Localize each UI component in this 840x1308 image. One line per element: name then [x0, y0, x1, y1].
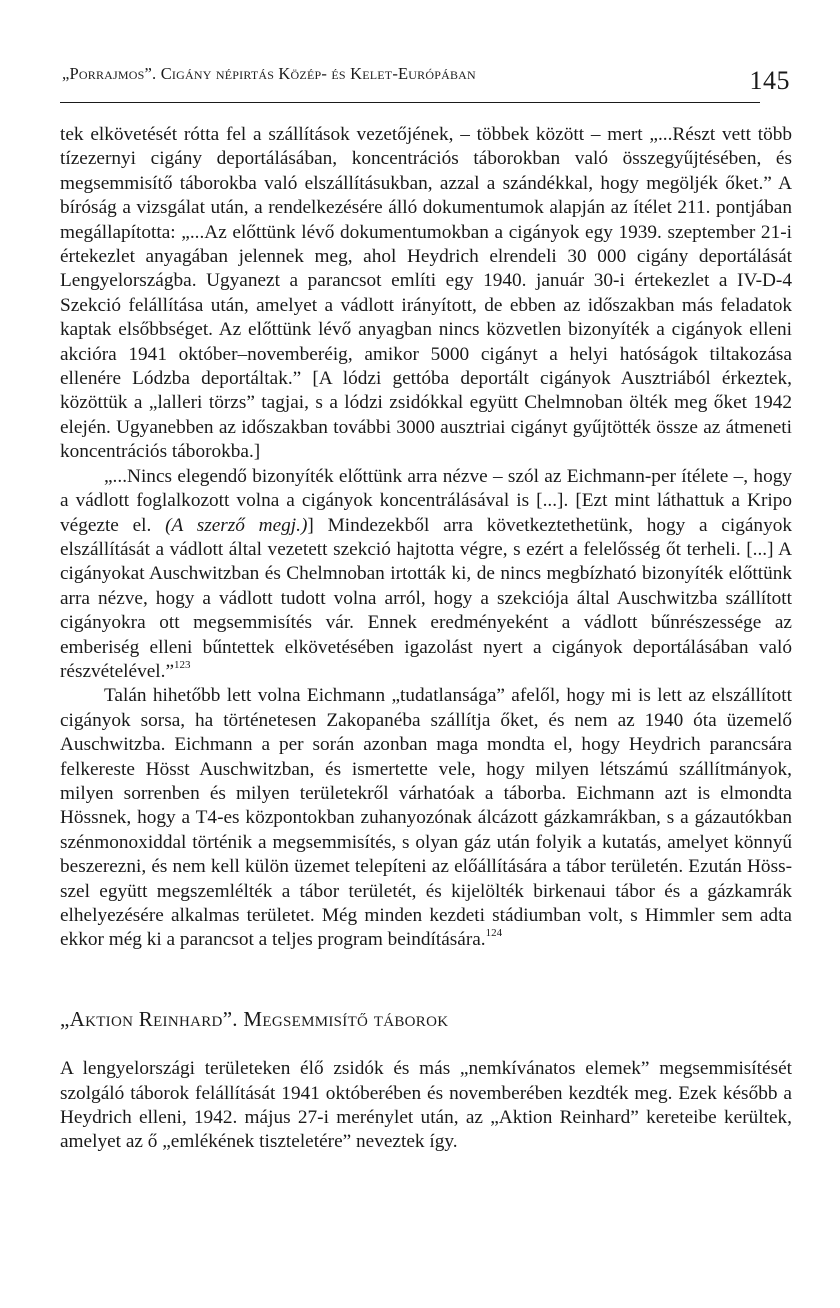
book-page	[60, 52, 792, 1155]
running-header	[60, 52, 790, 103]
paragraph-eichmann-ignorance	[60, 684, 792, 952]
paragraph-eichmann-verdict	[60, 465, 792, 685]
footnote-marker[interactable]: 124	[485, 927, 503, 940]
running-title: „Porrajmos”. Cigány népirtás Közép- és Kelet-Európában	[62, 64, 476, 83]
section-heading: „Aktion Reinhard”. Megsemmisítő táborok	[60, 1006, 449, 1031]
paragraph-text: A lengyelországi területeken élő zsidók és más „nemkívánatos elemek” megsemmisítését szolgáló táborok felállítását 1941 októberében és novemberében kezdték meg. Ezek később a Heydrich elleni, 1942. május 27-i merénylet után, az „Aktion Reinhard” kereteibe kerültek, amelyet az ő „emlékének tiszteletére” neveztek így.	[60, 1058, 792, 1153]
paragraph-text: „...Nincs elegendő bizonyíték előttünk arra nézve – szól az Eichmann-per ítélete –, hogy a vádlott foglalkozott volna a cigányok koncentrálásával is [...]. [Ezt mint láthattuk a Kripo végezte el.	[60, 465, 792, 536]
footnote-marker[interactable]: 123	[174, 658, 191, 671]
body-text	[60, 123, 792, 1155]
paragraph-text: Talán hihetőbb lett volna Eichmann „tudatlansága” afelől, hogy mi is lett az elszállított cigányok sorsa, ha történetesen Zakopanéba szállítja őket, és nem az 1940 óta üzemelő Auschwitzba. Eichmann a per során azonban maga mondta el, hogy Heydrich parancsára felkereste Hösst Auschwitzban, és ismertette vele, hogy milyen létszámú szállítmányok, milyen sorrenben és milyen területekről várhatóak a táborba. Eichmann azt is elmondta Hössnek, hogy a T4-es központokban zuhanyozónak álcázott gázkamrákban, s a gázautókban szénmonoxiddal történik a megsemmisítés, s olyan gáz után folyik a kutatás, amelyet könnyű beszerezni, és nem kell külön üzemet telepíteni az előállítására a tábor területén. Ezután Höss-szel együtt megszemlélték a tábor területét, és kijelölték birkenaui tábor és a gázkamrák elhelyezésére alkalmas területet. Még minden kezdeti stádiumban volt, s Himmler sem adta ekkor még ki a parancsot a teljes program beindítására.	[60, 685, 792, 951]
author-note: (A szerző megj.)	[165, 514, 308, 536]
paragraph-text: tek elkövetését rótta fel a szállítások vezetőjének, – többek között – mert „...Részt vett több tízezernyi cigány deportálásában, koncentrációs táborokban való összegyűjtésében, és megsemmisítő táborokba való elszállításukban, azzal a szándékkal, hogy megöljék őket.” A bíróság a vizsgálat után, a rendelkezésére álló dokumentumok alapján az ítélet 211. pontjában megállapította: „...Az előttünk lévő dokumentumokban a cigányok egy 1939. szeptember 21-i értekezlet anyagában jelennek meg, ahol Heydrich elrendeli 30 000 cigány deportálását Lengyelországba. Ugyanezt a parancsot említi egy 1940. január 30-i értekezlet a IV-D-4 Szekció felállítása után, amelyet a vádlott irányított, de ebben az időszakban más feladatok kaptak elsőbbséget. Az előttünk lévő anyagban nincs közvetlen bizonyíték a cigányok elleni akcióra 1941 október–novemberéig, amikor 5000 cigányt a helyi hatóságok tiltakozása ellenére Lódzba deportáltak.” [A lódzi gettóba deportált cigányok Ausztriából érkeztek, közöttük a „lalleri törzs” tagjai, s a lódzi zsidókkal együtt Chelmnoban ölték meg őket 1942 elején. Ugyanebben az időszakban további 3000 ausztriai cigányt gyűjtötték össze az átmeneti koncentrációs táborokba.]	[60, 124, 792, 463]
paragraph-continuation	[60, 123, 792, 465]
page-number: 145	[749, 66, 790, 95]
paragraph-text: ] Mindezekből arra következtethetünk, hogy a cigányok elszállítását a vádlott által vezetett szekció hajtotta végre, s ezért a felelősség őt terheli. [...] A cigányokat Auschwitzban és Chelmnoban irtották ki, de nincs megbízható bizonyíték előttünk arra nézve, hogy a vádlott tudott volna arról, hogy a szekciója által Auschwitzba szállított cigányokra ott megsemmisítés vár. Ennek eredményeként a vádlott bűnrészessége az emberiség elleni bűntettek elkövetésében igazolást nyert a cigányok deportálásában való részvételével.”	[60, 514, 792, 682]
section-paragraph	[60, 1057, 792, 1155]
